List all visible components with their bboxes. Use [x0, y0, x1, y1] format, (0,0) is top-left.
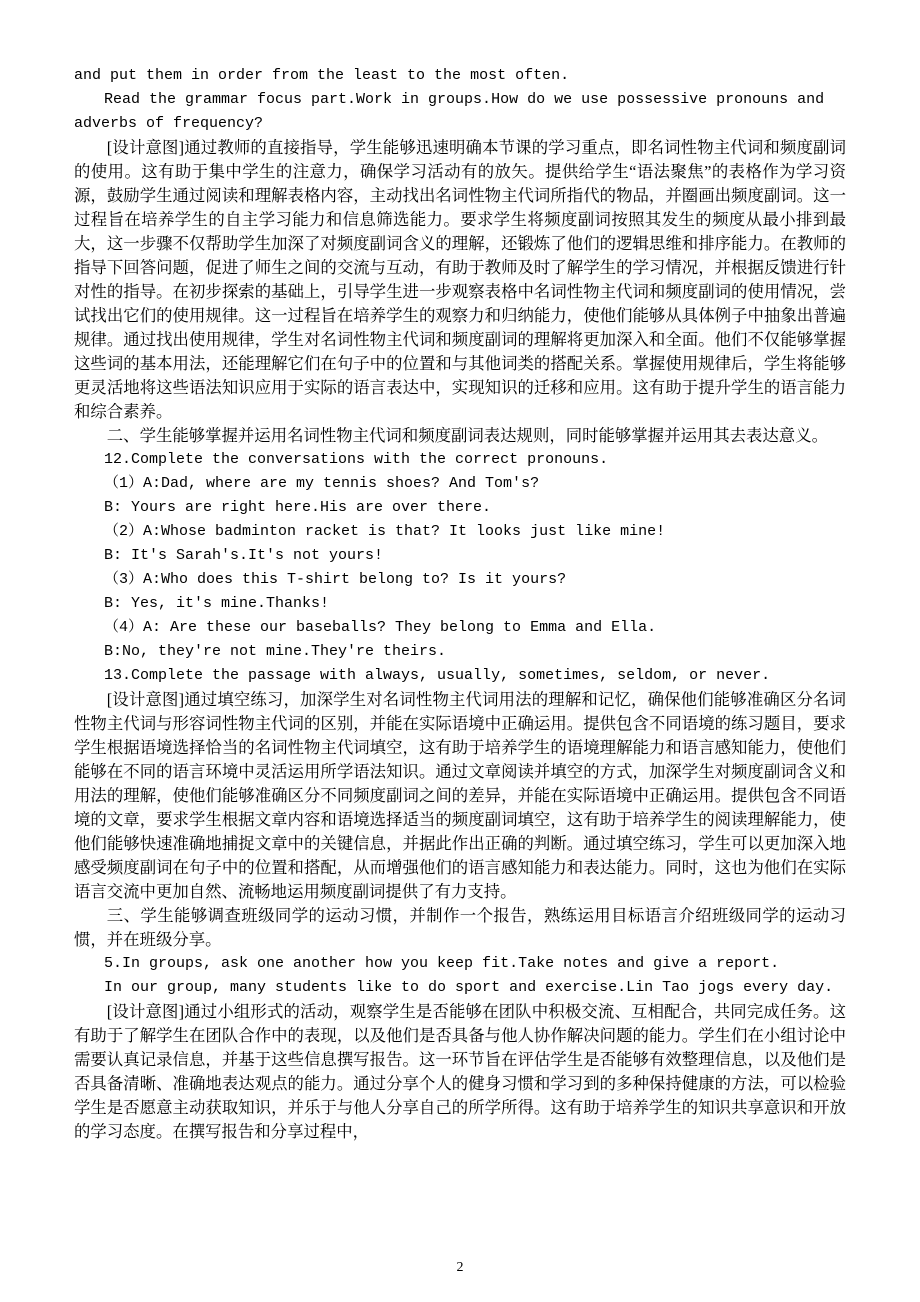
paragraph: and put them in order from the least to the most often. [74, 67, 570, 84]
paragraph: B: Yours are right here.His are over there. [104, 499, 492, 516]
paragraph: （2）A:Whose badminton racket is that? It looks just like mine! [104, 523, 666, 540]
paragraph: Read the grammar focus part.Work in groups.How do we use possessive pronouns and adverbs of frequency? [74, 91, 825, 132]
paragraph: （1）A:Dad, where are my tennis shoes? And Tom's? [104, 475, 540, 492]
paragraph: [设计意图]通过小组形式的活动，观察学生是否能够在团队中积极交流、互相配合，共同完成任务。这有助于了解学生在团队合作中的表现，以及他们是否具备与他人协作解决问题的能力。学生们在小组讨论中需要认真记录信息，并基于这些信息撰写报告。这一环节旨在评估学生是否能够有效整理信息，以及他们是否具备清晰、准确地表达观点的能力。通过分享个人的健身习惯和学习到的多种保持健康的方法，可以检验学生是否愿意主动获取知识，并乐于与他人分享自己的所学所得。这有助于培养学生的知识共享意识和开放的学习态度。在撰写报告和分享过程中， [74, 1002, 846, 1141]
paragraph: B:No, they're not mine.They're theirs. [104, 643, 447, 660]
paragraph: 13.Complete the passage with always, usually, sometimes, seldom, or never. [104, 667, 771, 684]
page-footer [0, 1258, 920, 1276]
paragraph: 5.In groups, ask one another how you keep fit.Take notes and give a report. [104, 955, 780, 972]
paragraph: 二、学生能够掌握并运用名词性物主代词和频度副词表达规则，同时能够掌握并运用其去表达意义。 [106, 426, 828, 445]
paragraph: B: Yes, it's mine.Thanks! [104, 595, 330, 612]
paragraph: （4）A: Are these our baseballs? They belong to Emma and Ella. [104, 619, 657, 636]
paragraph: [设计意图]通过填空练习，加深学生对名词性物主代词用法的理解和记忆，确保他们能够准确区分名词性物主代词与形容词性物主代词的区别，并能在实际语境中正确运用。提供包含不同语境的练习题目，要求学生根据语境选择恰当的名词性物主代词填空，这有助于培养学生的语境理解能力和语言感知能力，使他们能够在不同的语言环境中灵活运用所学语法知识。通过文章阅读并填空的方式，加深学生对频度副词含义和用法的理解，使他们能够准确区分不同频度副词之间的差异，并能在实际语境中正确运用。提供包含不同语境的文章，要求学生根据文章内容和语境选择适当的频度副词填空，这有助于培养学生的阅读理解能力，使他们能够快速准确地捕捉文章中的关键信息，并据此作出正确的判断。通过填空练习，学生可以更加深入地感受频度副词在句子中的位置和搭配，从而增强他们的语言感知能力和表达能力。同时，这也为他们在实际语言交流中更加自然、流畅地运用频度副词提供了有力支持。 [74, 690, 846, 901]
paragraph: 三、学生能够调查班级同学的运动习惯，并制作一个报告，熟练运用目标语言介绍班级同学的运动习惯，并在班级分享。 [74, 906, 846, 949]
paragraph: In our group, many students like to do sport and exercise.Lin Tao jogs every day. [104, 979, 834, 996]
page-number: 2 [456, 1260, 464, 1275]
paragraph: [设计意图]通过教师的直接指导，学生能够迅速明确本节课的学习重点，即名词性物主代词和频度副词的使用。这有助于集中学生的注意力，确保学习活动有的放矢。提供给学生“语法聚焦”的表格作为学习资源，鼓励学生通过阅读和理解表格内容，主动找出名词性物主代词所指代的物品，并圈画出频度副词。这一过程旨在培养学生的自主学习能力和信息筛选能力。要求学生将频度副词按照其发生的频度从最小排到最大，这一步骤不仅帮助学生加深了对频度副词含义的理解，还锻炼了他们的逻辑思维和排序能力。在教师的指导下回答问题，促进了师生之间的交流与互动，有助于教师及时了解学生的学习情况，并根据反馈进行针对性的指导。在初步探索的基础上，引导学生进一步观察表格中名词性物主代词和频度副词的使用情况，尝试找出它们的使用规律。这一过程旨在培养学生的观察力和归纳能力，使他们能够从具体例子中抽象出普遍规律。通过找出使用规律，学生对名词性物主代词和频度副词的理解将更加深入和全面。他们不仅能够掌握这些词的基本用法，还能理解它们在句子中的位置和与其他词类的搭配关系。掌握使用规律后，学生将能够更灵活地将这些语法知识应用于实际的语言表达中，实现知识的迁移和应用。这有助于提升学生的语言能力和综合素养。 [74, 138, 846, 421]
paragraph: （3）A:Who does this T-shirt belong to? Is it yours? [104, 571, 567, 588]
document-content [74, 64, 846, 1144]
paragraph: 12.Complete the conversations with the correct pronouns. [104, 451, 609, 468]
paragraph: B: It's Sarah's.It's not yours! [104, 547, 384, 564]
